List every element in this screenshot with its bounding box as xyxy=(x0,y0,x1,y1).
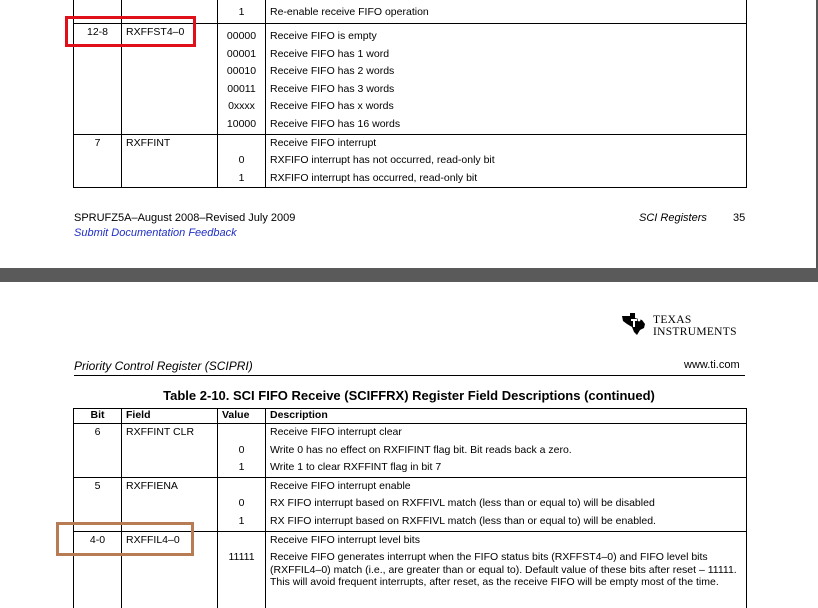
page-separator xyxy=(0,268,818,282)
column-header-bit: Bit xyxy=(74,409,122,424)
description-cell: Re-enable receive FIFO operation xyxy=(266,0,747,24)
value-cell: 11111 xyxy=(218,531,266,608)
bit-cell: 12-8 xyxy=(74,24,122,135)
field-cell: RXFFINT CLR xyxy=(122,424,218,478)
value-cell: 0 1 xyxy=(218,134,266,188)
field-cell: RXFFIENA xyxy=(122,477,218,531)
value-cell: 1 xyxy=(218,0,266,24)
table-row xyxy=(74,424,747,478)
bit-cell: 6 xyxy=(74,424,122,478)
description-cell: Receive FIFO interrupt level bits Receive FIFO generates interrupt when the FIFO status bits (RXFFST4–0) and FIFO level bits (RXFFIL4–0) match (i.e., are greater than or equal to). Default value of these bits after reset – 11111. This will avoid frequent interrupts, after reset, as the receive FIFO will be empty most of the time. xyxy=(266,531,747,608)
description-cell: Receive FIFO interrupt clear Write 0 has no effect on RXFIFINT flag bit. Bit reads back a zero. Write 1 to clear RXFFINT flag in bit 7 xyxy=(266,424,747,478)
field-cell xyxy=(122,0,218,24)
column-header-field: Field xyxy=(122,409,218,424)
table-row xyxy=(74,531,747,608)
table-row xyxy=(74,134,747,188)
description-cell: Receive FIFO is empty Receive FIFO has 1 word Receive FIFO has 2 words Receive FIFO has 3 words Receive FIFO has x words Receive FIFO has 16 words xyxy=(266,24,747,135)
table-row xyxy=(74,0,747,24)
column-header-value: Value xyxy=(218,409,266,424)
submit-feedback-link[interactable]: Submit Documentation Feedback xyxy=(74,227,237,239)
field-cell: RXFFIL4–0 xyxy=(122,531,218,608)
table-header-row xyxy=(74,409,747,424)
ti-logo xyxy=(620,312,737,338)
table-row xyxy=(74,477,747,531)
description-cell: Receive FIFO interrupt RXFIFO interrupt has not occurred, read-only bit RXFIFO interrupt has occurred, read-only bit xyxy=(266,134,747,188)
value-cell: 00000 00001 00010 00011 0xxxx 10000 xyxy=(218,24,266,135)
bit-cell xyxy=(74,0,122,24)
value-cell: 0 1 xyxy=(218,424,266,478)
description-cell: Receive FIFO interrupt enable RX FIFO interrupt based on RXFFIVL match (less than or equal to) will be disabled RX FIFO interrupt based on RXFFIVL match (less than or equal to) will be enabled. xyxy=(266,477,747,531)
bit-cell: 7 xyxy=(74,134,122,188)
logo-line2: INSTRUMENTS xyxy=(653,326,737,338)
running-header-section: Priority Control Register (SCIPRI) xyxy=(74,359,253,373)
table-row xyxy=(74,24,747,135)
column-header-description: Description xyxy=(266,409,747,424)
value-cell: 0 1 xyxy=(218,477,266,531)
register-field-table-page2 xyxy=(73,408,747,608)
header-rule xyxy=(74,375,745,376)
bit-cell: 5 xyxy=(74,477,122,531)
field-cell: RXFFINT xyxy=(122,134,218,188)
table-title: Table 2-10. SCI FIFO Receive (SCIFFRX) Register Field Descriptions (continued) xyxy=(163,388,655,403)
texas-state-icon xyxy=(620,312,650,336)
section-name: SCI Registers xyxy=(639,212,707,224)
logo-line1: TEXAS xyxy=(653,314,692,326)
bit-cell: 4-0 xyxy=(74,531,122,608)
website-link[interactable]: www.ti.com xyxy=(684,359,740,371)
document-page-35 xyxy=(0,0,818,268)
register-field-table-page1 xyxy=(73,0,747,188)
page-number: 35 xyxy=(733,212,746,224)
document-id: SPRUFZ5A–August 2008–Revised July 2009 xyxy=(74,212,296,224)
field-cell: RXFFST4–0 xyxy=(122,24,218,135)
